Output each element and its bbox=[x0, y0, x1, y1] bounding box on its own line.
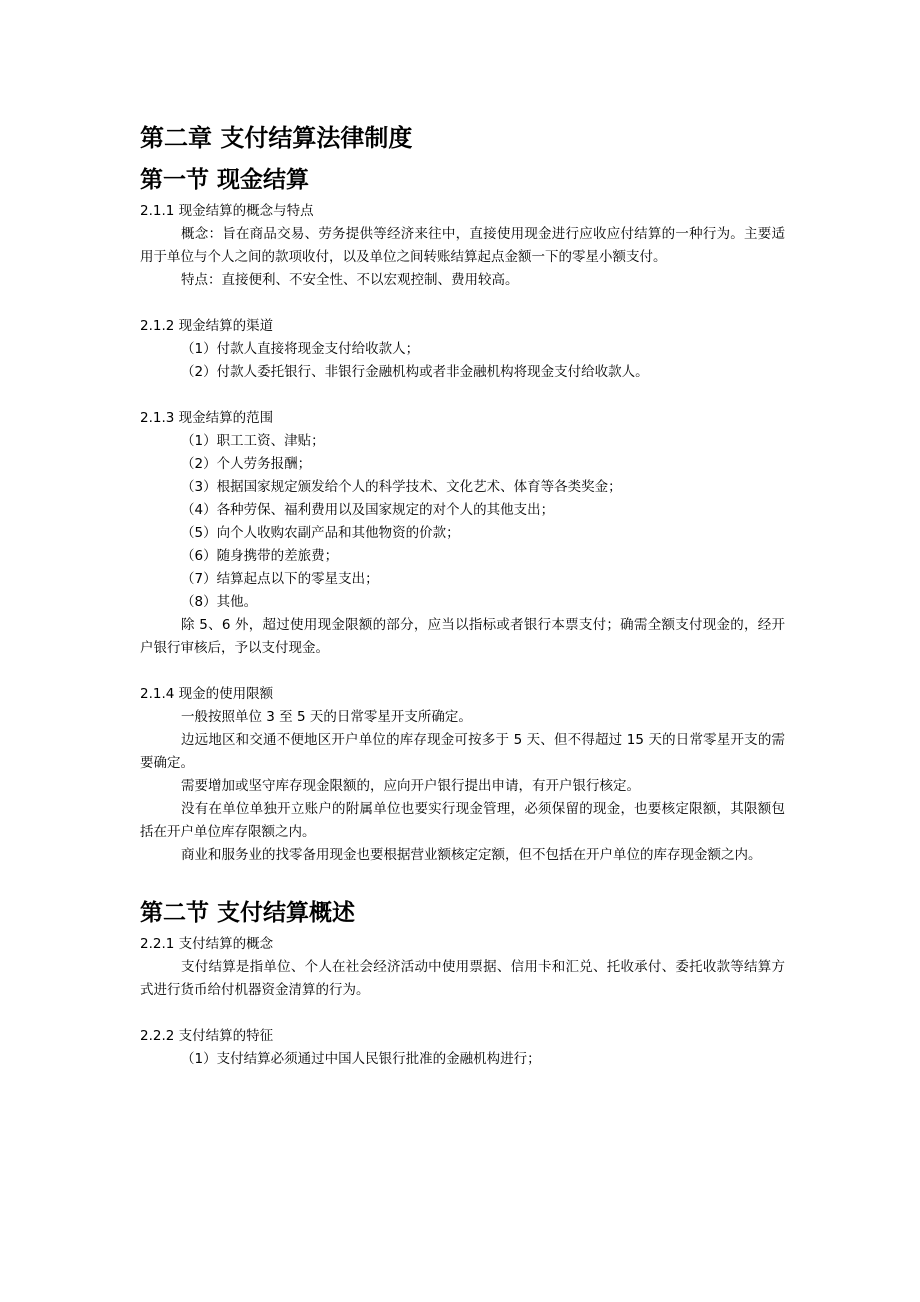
subsection-heading-2-1-1: 2.1.1 现金结算的概念与特点 bbox=[140, 203, 314, 219]
spacer bbox=[140, 867, 785, 885]
subsection-heading-2-2-1: 2.2.1 支付结算的概念 bbox=[140, 936, 274, 952]
spacer bbox=[140, 660, 785, 683]
list-item: （1）付款人直接将现金支付给收款人； bbox=[181, 341, 420, 357]
chapter-title: 第二章 支付结算法律制度 bbox=[140, 124, 413, 152]
subsection-heading-2-1-3: 2.1.3 现金结算的范围 bbox=[140, 410, 274, 426]
list-item: （1）支付结算必须通过中国人民银行批准的金融机构进行； bbox=[181, 1051, 541, 1067]
paragraph: 需要增加或坚守库存现金限额的，应向开户银行提出申请，有开户银行核定。 bbox=[181, 778, 640, 794]
list-item: （6）随身携带的差旅费； bbox=[181, 548, 339, 564]
list-item: （3）根据国家规定颁发给个人的科学技术、文化艺术、体育等各类奖金； bbox=[181, 479, 622, 495]
section-title-1: 第一节 现金结算 bbox=[140, 167, 310, 193]
paragraph: 没有在单位单独开立账户的附属单位也要实行现金管理，必须保留的现金，也要核定限额，其限额包括在开户单位库存限额之内。 bbox=[140, 801, 785, 840]
list-item: （2）付款人委托银行、非银行金融机构或者非金融机构将现金支付给收款人。 bbox=[181, 364, 649, 380]
spacer bbox=[140, 384, 785, 407]
section-title-2: 第二节 支付结算概述 bbox=[140, 900, 356, 926]
list-item: （2）个人劳务报酬； bbox=[181, 456, 312, 472]
list-item: （7）结算起点以下的零星支出； bbox=[181, 571, 379, 587]
paragraph: 一般按照单位 3 至 5 天的日常零星开支所确定。 bbox=[181, 709, 472, 725]
list-item: （1）职工工资、津贴； bbox=[181, 433, 325, 449]
subsection-heading-2-1-2: 2.1.2 现金结算的渠道 bbox=[140, 318, 274, 334]
subsection-heading-2-1-4: 2.1.4 现金的使用限额 bbox=[140, 686, 274, 702]
document-page bbox=[140, 118, 785, 1071]
list-item: （5）向个人收购农副产品和其他物资的价款； bbox=[181, 525, 460, 541]
paragraph: 支付结算是指单位、个人在社会经济活动中使用票据、信用卡和汇兑、托收承付、委托收款等结算方式进行货币给付机器资金清算的行为。 bbox=[140, 959, 785, 998]
paragraph-note: 除 5、6 外，超过使用现金限额的部分，应当以指标或者银行本票支付；确需全额支付现金的，经开户银行审核后，予以支付现金。 bbox=[140, 617, 785, 656]
list-item: （8）其他。 bbox=[181, 594, 258, 610]
paragraph: 商业和服务业的找零备用现金也要根据营业额核定定额，但不包括在开户单位的库存现金额之内。 bbox=[181, 847, 762, 863]
paragraph-concept: 概念：旨在商品交易、劳务提供等经济来往中，直接使用现金进行应收应付结算的一种行为。主要适用于单位与个人之间的款项收付，以及单位之间转账结算起点金额一下的零星小额支付。 bbox=[140, 226, 785, 265]
spacer bbox=[140, 1002, 785, 1025]
list-item: （4）各种劳保、福利费用以及国家规定的对个人的其他支出； bbox=[181, 502, 555, 518]
paragraph: 边远地区和交通不便地区开户单位的库存现金可按多于 5 天、但不得超过 15 天的日常零星开支的需要确定。 bbox=[140, 732, 785, 771]
paragraph-features: 特点：直接便利、不安全性、不以宏观控制、费用较高。 bbox=[181, 272, 519, 288]
spacer bbox=[140, 292, 785, 315]
subsection-heading-2-2-2: 2.2.2 支付结算的特征 bbox=[140, 1028, 274, 1044]
